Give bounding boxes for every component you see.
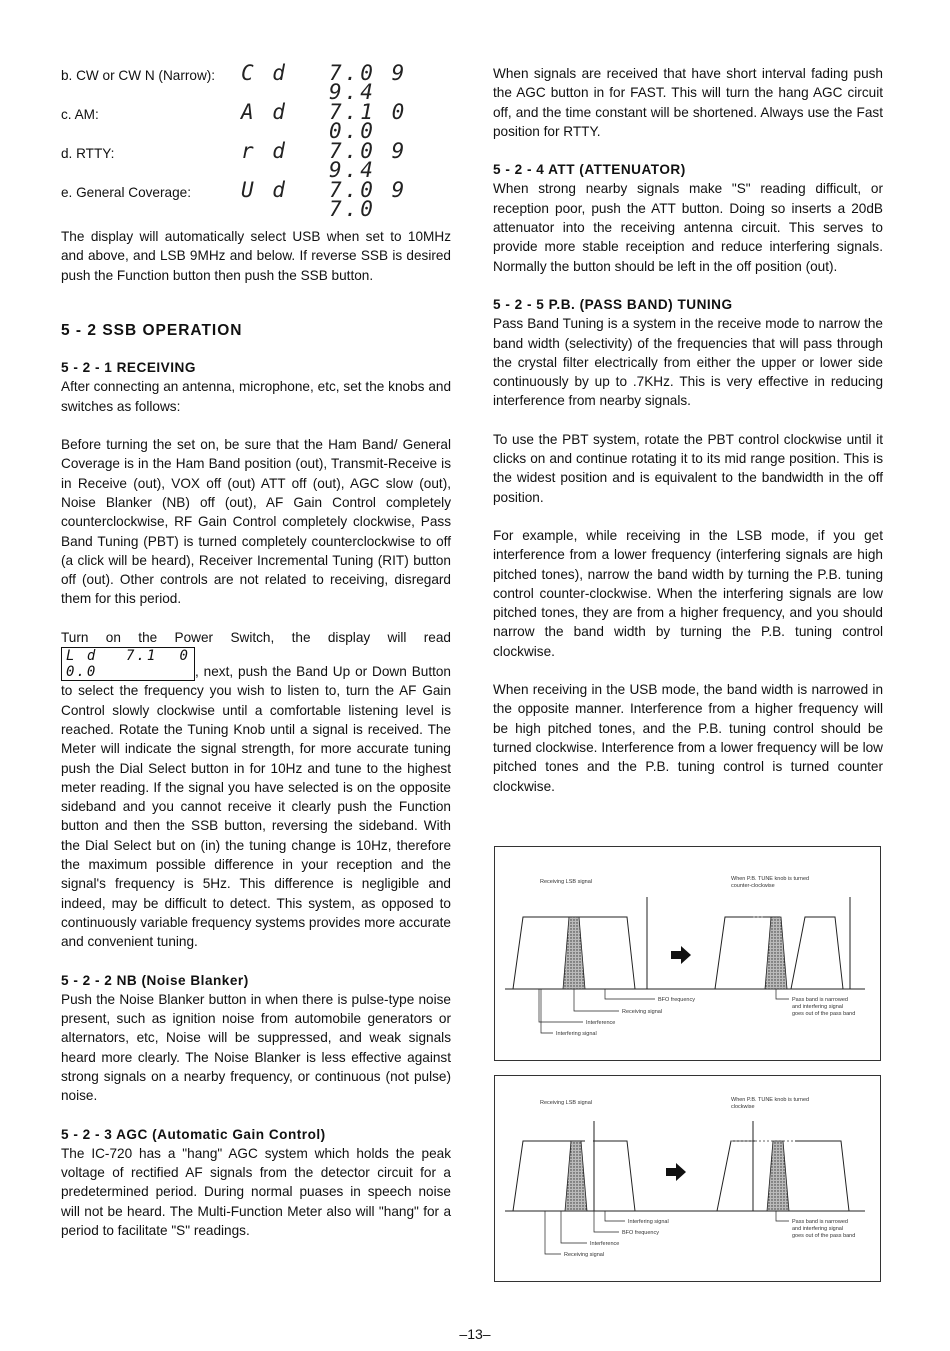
- section-title-ssb-operation: 5 - 2 SSB OPERATION: [61, 321, 243, 339]
- display-label: e. General Coverage:: [61, 185, 191, 200]
- display-frequency: 7.1 0 0.0: [329, 100, 408, 144]
- label-pass-band-narrowed-3: goes out of the pass band: [792, 1011, 856, 1017]
- label-interference: Interference: [586, 1020, 616, 1026]
- label-interfering-signal: Interfering signal: [628, 1219, 669, 1225]
- receiving-signal-shape: [565, 1141, 587, 1211]
- label-pass-band-narrowed-2: and interfering signal: [792, 1004, 844, 1010]
- inline-display-frequency: 7.1 0 0.0: [66, 648, 190, 681]
- display-frequency: 7.0 9 7.0: [329, 178, 408, 222]
- display-example-cw: [61, 61, 451, 105]
- figure-label-knob-turned: When P.B. TUNE knob is turned: [731, 1097, 810, 1103]
- label-bfo-frequency: BFO frequency: [622, 1230, 659, 1236]
- receiving-signal-shape-narrowed: [765, 917, 787, 989]
- label-pass-band-narrowed-1: Pass band is narrowed: [792, 1219, 848, 1225]
- label-bfo-frequency: BFO frequency: [658, 997, 695, 1003]
- paragraph-pbt-usb: When receiving in the USB mode, the band width is narrowed in the opposite manner. Interference from a higher frequency will be high pitched tones, and the P.B. tuning control should be turned clockwise. Interference from a lower frequency will be low pitched tones and the P.B. tuning control is turned counter clockwise.: [493, 682, 883, 794]
- paragraph-receiving-intro: After connecting an antenna, microphone, etc, set the knobs and switches as follows:: [61, 379, 451, 414]
- paragraph-pbt-intro: Pass Band Tuning is a system in the receive mode to narrow the band width (selectivity) of the frequencies that will pass through the crystal filter electrically from either the upper or lower side continuously by up to .7KHz. This is very effective in reducing interference from nearby signals.: [493, 316, 883, 409]
- subsection-title-receiving: 5 - 2 - 1 RECEIVING: [61, 360, 196, 376]
- display-label: c. AM:: [61, 107, 99, 122]
- display-label: b. CW or CW N (Narrow):: [61, 68, 216, 83]
- subsection-title-noise-blanker: 5 - 2 - 2 NB (Noise Blanker): [61, 972, 249, 988]
- subsection-title-attenuator: 5 - 2 - 4 ATT (ATTENUATOR): [493, 162, 686, 178]
- display-examples: [61, 61, 451, 222]
- subsection-title-pass-band-tuning: 5 - 2 - 5 P.B. (PASS BAND) TUNING: [493, 296, 733, 312]
- figure-label-knob-turned: When P.B. TUNE knob is turned: [731, 876, 810, 882]
- label-receiving-signal: Receiving signal: [622, 1009, 663, 1015]
- inline-display-mode: L d: [66, 648, 98, 665]
- display-example-rtty: [61, 139, 451, 183]
- display-mode: r d: [241, 139, 288, 163]
- figure-label-knob-direction: clockwise: [731, 1104, 755, 1110]
- paragraph-receiving-setup: Before turning the set on, be sure that the Ham Band/ General Coverage is in the Ham Band position (out), Transmit-Receive is in Receive (out), VOX off (out) ATT off (out), AGC slow (out), Noise Blanker (NB) off (out), AF Gain Control completely counterclockwise, RF Gain Control completely clockwise, Pass Band Tuning (PBT) is turned completely counterclockwise to off (a click will be heard), Receiver Incremental Tuning (RIT) button off (out). Other controls are not related to receiving, disregard them for this period.: [61, 437, 451, 607]
- label-interference: Interference: [590, 1241, 620, 1247]
- pbt-diagram-clockwise: [495, 1076, 880, 1281]
- display-mode: A d: [241, 100, 288, 124]
- display-label: d. RTTY:: [61, 146, 115, 161]
- paragraph-auto-sideband: The display will automatically select USB when set to 10MHz and above, and LSB 9MHz and below. If reverse SSB is desired push the Function button then push the SSB button.: [61, 229, 451, 283]
- figure-label-receiving: Receiving LSB signal: [540, 879, 592, 885]
- inline-display-readout: [61, 647, 195, 681]
- figure-label-receiving: Receiving LSB signal: [540, 1100, 592, 1106]
- pbt-diagram-counterclockwise: [495, 847, 880, 1060]
- label-pass-band-narrowed-2: and interfering signal: [792, 1226, 844, 1232]
- arrow-icon: [666, 1163, 686, 1181]
- label-pass-band-narrowed-3: goes out of the pass band: [792, 1233, 856, 1239]
- receiving-signal-shape: [563, 917, 585, 989]
- paragraph-pbt-usage: To use the PBT system, rotate the PBT control clockwise until it clicks on and continue rotating it to its mid range position. This is the widest position and is equivalent to the bandwidth in the off position.: [493, 431, 883, 505]
- display-example-am: [61, 100, 451, 144]
- page-number: –13–: [459, 1326, 491, 1342]
- display-mode: U d: [241, 178, 288, 202]
- display-frequency: 7.0 9 9.4: [329, 61, 408, 105]
- paragraph-agc-fast: When signals are received that have short interval fading push the AGC button in for FAST. This will turn the hang AGC circuit off, and the time constant will be shortened. Always use the Fast position for RTTY.: [493, 66, 883, 139]
- paragraph-noise-blanker: Push the Noise Blanker button in when there is pulse-type noise present, such as ignition noise from automobile generators or alternators, etc, Noise will be suppressed, and weak signals heard more clearly. The Noise Blanker is less effective against strong signals on a nearby frequency, or continuous (not pulse) noise.: [61, 991, 451, 1104]
- right-column: [493, 64, 883, 796]
- figure-pbt-clockwise: [494, 1075, 881, 1282]
- figure-label-knob-direction: counter-clockwise: [731, 883, 775, 889]
- arrow-icon: [671, 946, 691, 964]
- text-tuning-instructions: , next, push the Band Up or Down Button to select the frequency you wish to listen to, turn the AF Gain Control slowly clockwise until a comfortable listening level is reached. Rotate the Tuning Knob until a signal is received. The Meter will indicate the signal strength, for more accurate tuning push the Dial Select button in for 10Hz and tune to the highest meter reading. If the signal you have selected is on the opposite sideband and you cannot receive it clearly push the Function button and then the SSB button, reversing the sideband. With the Dial Select but on (in) the tuning change is 10Hz, therefore the maximum possible difference in your reception and the signal's frequency is 5Hz. This difference is negligible and indeed, may be difficult to detect. This system, as opposed to continuously variable frequency systems provides more accurate and convenient tuning.: [61, 664, 451, 950]
- display-mode: C d: [241, 61, 288, 85]
- label-interfering-signal: Interfering signal: [556, 1031, 597, 1037]
- paragraph-agc: The IC-720 has a "hang" AGC system which holds the peak voltage of rectified AF signals from the detector circuit for a predetermined period. During normal puases in speech noise will not be heard. The Multi-Function Meter also will "hang" for a period to facilitate "S" readings.: [61, 1145, 451, 1239]
- label-pass-band-narrowed-1: Pass band is narrowed: [792, 997, 848, 1003]
- subsection-title-agc: 5 - 2 - 3 AGC (Automatic Gain Control): [61, 1126, 326, 1142]
- figure-pbt-counterclockwise: [494, 846, 881, 1061]
- text-turn-on: Turn on the Power Switch, the display will read: [61, 629, 451, 645]
- label-receiving-signal: Receiving signal: [564, 1252, 605, 1258]
- paragraph-receiving-tuning: [61, 628, 451, 952]
- receiving-signal-shape-narrowed: [767, 1141, 789, 1211]
- paragraph-attenuator: When strong nearby signals make "S" reading difficult, or reception poor, push the ATT button. Doing so inserts a 20dB attenuator into the receiving antenna circuit. This serves to provide more stable receiption and reduce interfering signals. Normally the button should be left in the off position (out).: [493, 181, 883, 274]
- display-example-general-coverage: [61, 178, 451, 222]
- left-column: [61, 61, 451, 1240]
- paragraph-pbt-lsb-example: For example, while receiving in the LSB mode, if you get interference from a lower frequency (interfering signals are high pitched tones), narrow the band width by turning the P.B. tuning control counter-clockwise. When the interfering signals are low pitched tones, they are from a higher frequency, and you should narrow the band width by turning the P.B. tuning control clockwise.: [493, 527, 883, 659]
- display-frequency: 7.0 9 9.4: [329, 139, 408, 183]
